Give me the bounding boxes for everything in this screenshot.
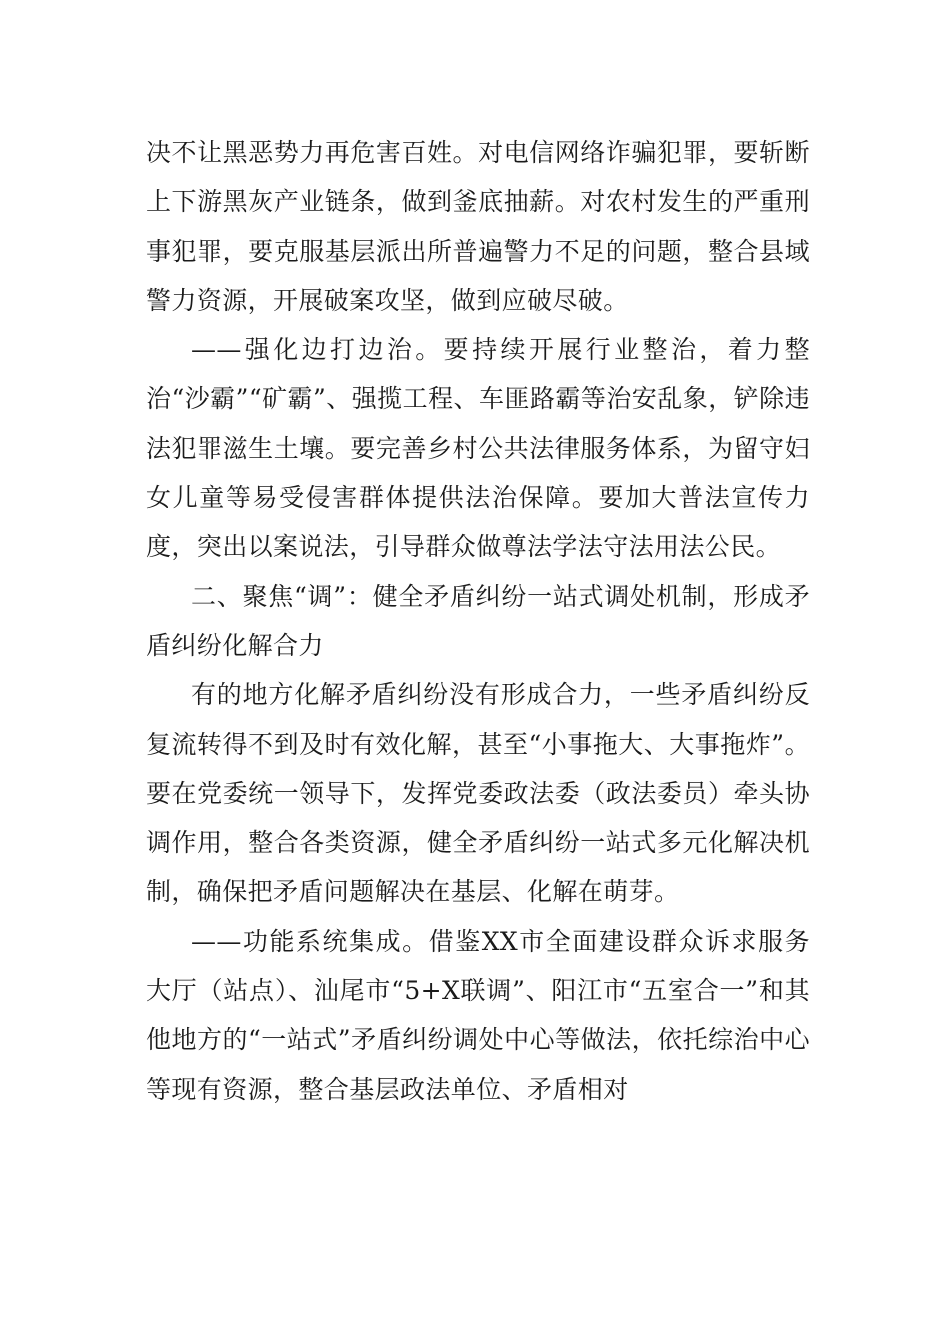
document-body: [146, 128, 810, 1114]
paragraph-strengthen-governance: ——强化边打边治。要持续开展行业整治，着力整治“沙霸”“矿霸”、强揽工程、车匪路霸等治安乱象，铲除违法犯罪滋生土壤。要完善乡村公共法律服务体系，为留守妇女儿童等易受侵害群体提供法治保障。要加大普法宣传力度，突出以案说法，引导群众做尊法学法守法用法公民。: [146, 335, 810, 562]
paragraph-dispute-resolution: 有的地方化解矛盾纠纷没有形成合力，一些矛盾纠纷反复流转得不到及时有效化解，甚至“小事拖大、大事拖炸”。要在党委统一领导下，发挥党委政法委（政法委员）牵头协调作用，整合各类资源，健全矛盾纠纷一站式多元化解决机制，确保把矛盾问题解决在基层、化解在萌芽。: [146, 680, 810, 907]
section-heading-two: 二、聚焦“调”：健全矛盾纠纷一站式调处机制，形成矛盾纠纷化解合力: [146, 581, 810, 660]
paragraph-function-integration: ——功能系统集成。借鉴XX市全面建设群众诉求服务大厅（站点）、汕尾市“5+X联调”、阳江市“五室合一”和其他地方的“一站式”矛盾纠纷调处中心等做法，依托综治中心等现有资源，整合基层政法单位、矛盾相对: [146, 926, 810, 1104]
paragraph-continuation: 决不让黑恶势力再危害百姓。对电信网络诈骗犯罪，要斩断上下游黑灰产业链条，做到釜底抽薪。对农村发生的严重刑事犯罪，要克服基层派出所普遍警力不足的问题，整合县域警力资源，开展破案攻坚，做到应破尽破。: [146, 138, 810, 315]
